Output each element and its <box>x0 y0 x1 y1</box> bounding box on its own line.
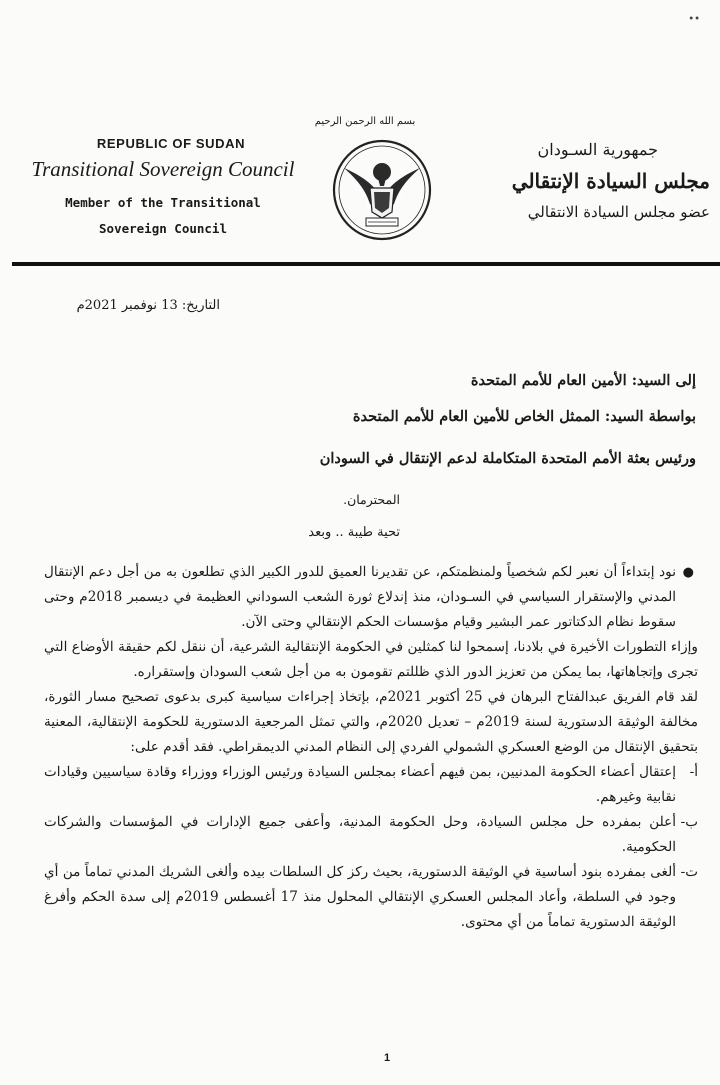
paragraph-text: نود إبتداءاً أن نعبر لكم شخصياً ولمنظمتكم، عن تقديرنا العميق للدور الكبير الذي تطلعون به من أجل دعم الإنتقال المدني والإستقرار السياسي في السـودان، منذ إندلاع ثورة الشعب السوداني العظيمة في ديسمبر 2018م وحتى سقوط نظام الدكتاتور عمر البشير وقيام مؤسسات الحكم الإنتقالي وحتى الآن. <box>44 564 677 630</box>
member-title-ar: عضو مجلس السيادة الانتقالي <box>527 203 710 221</box>
list-item-text: أعلن بمفرده حل مجلس السيادة، وحل الحكومة المدنية، وأعفى جميع الإدارات في المؤسسات والشركات الحكومية. <box>44 814 676 855</box>
corner-mark: •• <box>688 14 700 25</box>
list-marker: ت- <box>680 864 698 880</box>
basmala: بسم الله الرحمن الرحيم <box>314 116 416 127</box>
greeting-line: تحية طيبة .. وبعد <box>308 525 400 540</box>
list-item <box>44 810 698 860</box>
member-title-en <box>18 190 308 242</box>
council-title-ar: مجلس السيادة الإنتقالي <box>511 169 710 193</box>
republic-title-en: REPUBLIC OF SUDAN <box>96 136 246 151</box>
arabic-letterhead <box>495 140 710 221</box>
list-marker: أ- <box>689 764 698 780</box>
bullet-icon: ● <box>682 565 694 580</box>
member-line-2: Sovereign Council <box>99 221 227 236</box>
honorific-line: المحترمان. <box>343 492 400 507</box>
letter-date: التاريخ: 13 نوفمبر 2021م <box>76 298 220 313</box>
council-title-en: Transitional Sovereign Council <box>31 157 295 181</box>
paragraph: وإزاء التطورات الأخيرة في بلادنا، إسمحوا لنا كمثلين في الحكومة الإنتقالية الشرعية، أن ننقل لكم حقيقة الأوضاع التي تجرى وإتجاهاتها، بما يمكن من تعزيز الدور الذي ظللتم تقومون به من أجل شعب السودان وإستقراره. <box>44 639 698 680</box>
recipient-line: إلى السيد: الأمين العام للأمم المتحدة <box>470 372 696 389</box>
republic-title-ar: جمهورية السـودان <box>537 140 658 159</box>
list-item <box>44 760 698 810</box>
via-line: بواسطة السيد: الممثل الخاص للأمين العام للأمم المتحدة <box>352 408 696 425</box>
paragraph <box>44 560 698 635</box>
list-item <box>44 860 698 935</box>
letter-body <box>44 560 698 935</box>
sudan-emblem <box>330 138 434 242</box>
mission-head-line: ورئيس بعثة الأمم المتحدة المتكاملة لدعم الإنتقال في السودان <box>319 450 696 467</box>
list-item-text: إعتقال أعضاء الحكومة المدنيين، بمن فيهم أعضاء بمجلس السيادة ورئيس الوزراء ووزراء وقادة سياسيين وقيادات نقابية وغيرهم. <box>44 764 676 805</box>
english-letterhead <box>18 136 308 242</box>
paragraph: لقد قام الفريق عبدالفتاح البرهان في 25 أكتوبر 2021م، بإتخاذ إجراءات سياسية كبرى بدعوى تصحيح مسار الثورة، مخالفة الوثيقة الدستورية لسنة 2019م – تعديل 2020م، والتي تمثل المرجعية الدستورية للحكومة الإنتقالية، المعنية بتحقيق الإنتقال من الوضع العسكري الشمولي الفردي إلى النظام المدني الديمقراطي. فقد أقدم على: <box>44 689 698 755</box>
member-line-1: Member of the Transitional <box>65 195 261 210</box>
header-divider <box>12 262 720 266</box>
list-item-text: ألغى بمفرده بنود أساسية في الوثيقة الدستورية، بحيث ركز كل السلطات بيده وألغى الشريك المدني تماماً من أي وجود في السلطة، وأعاد المجلس العسكري الإنتقالي المحلول منذ 17 أغسطس 2019م إلى سدة الحكم وأفرغ الوثيقة الدستورية تماماً من أي محتوى. <box>44 864 677 930</box>
page-number: 1 <box>384 1052 391 1064</box>
list-marker: ب- <box>680 814 698 830</box>
